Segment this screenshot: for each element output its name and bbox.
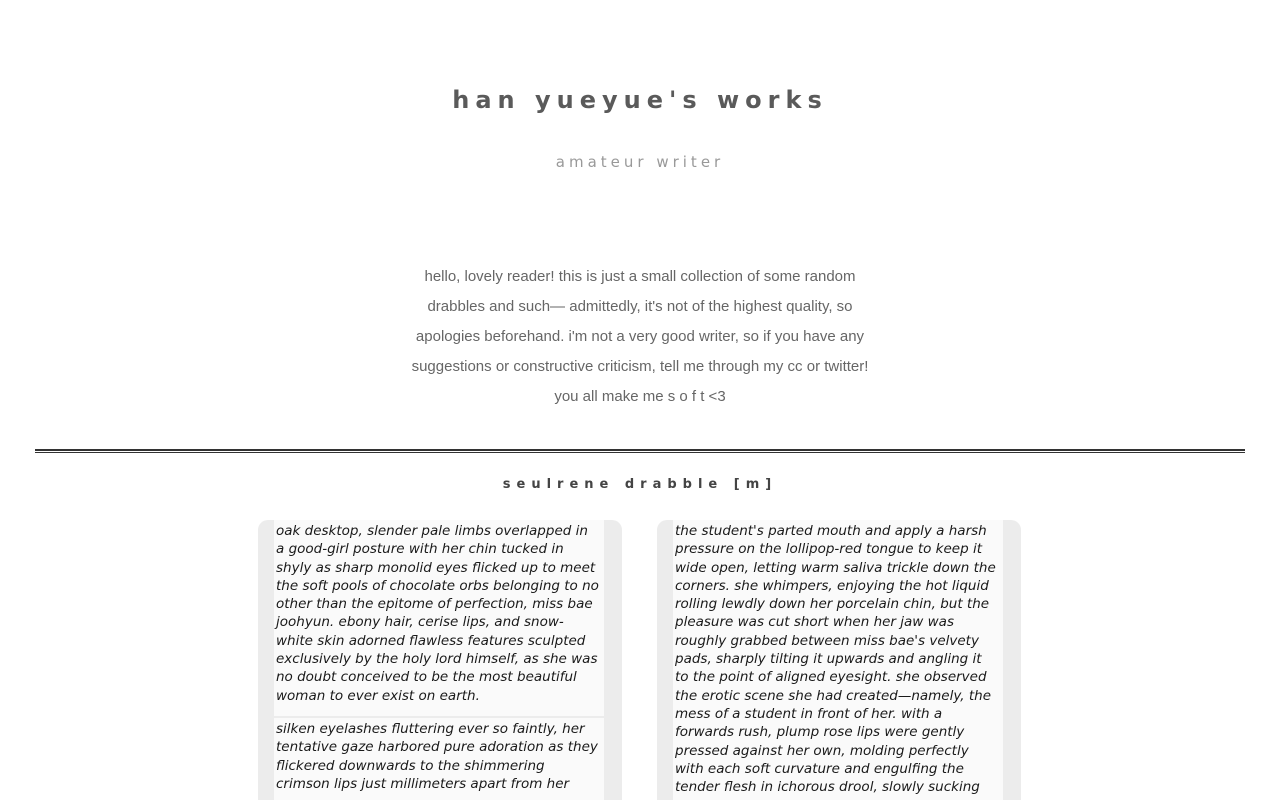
text-block <box>274 520 604 716</box>
intro-line: suggestions or constructive criticism, tell me through my cc or twitter! <box>411 358 869 375</box>
text-line: roughly grabbed between miss bae's velvety <box>675 632 979 649</box>
text-lines <box>274 520 604 705</box>
text-line: with each soft curvature and engulfing the <box>675 760 964 777</box>
text-line: silken eyelashes fluttering ever so faintly, her <box>276 721 585 737</box>
section-divider <box>35 449 1245 453</box>
text-line: a good-girl posture with her chin tucked in <box>276 541 564 558</box>
text-line: white skin adorned flawless features sculpted <box>276 632 586 649</box>
text-line: the student's parted mouth and apply a harsh <box>675 523 987 539</box>
text-line: pads, sharply tilting it upwards and angling it <box>675 651 982 668</box>
intro-line: hello, lovely reader! this is just a small collection of some random <box>424 268 856 285</box>
site-subtitle: amateur writer <box>555 153 725 171</box>
text-line: flickered downwards to the shimmering <box>276 757 545 774</box>
intro-line: drabbles and such— admittedly, it's not of the highest quality, so <box>427 298 853 315</box>
post-title[interactable]: seulrene drabble [m] <box>502 477 778 492</box>
drabble-image-right <box>657 520 1021 800</box>
text-block <box>673 520 1003 800</box>
text-line: pleasure was cut short when her jaw was <box>675 614 954 631</box>
text-lines <box>673 520 1003 796</box>
text-lines <box>274 718 604 793</box>
text-line: pressure on the lollipop-red tongue to keep it <box>675 541 983 558</box>
text-line: tender flesh in ichorous drool, slowly sucking <box>675 779 980 796</box>
drabble-image-left <box>258 520 622 800</box>
intro-line: you all make me s o f t <3 <box>554 388 726 405</box>
text-line: to the point of aligned eyesight. she observed <box>675 669 987 686</box>
text-line: joohyun. ebony hair, cerise lips, and snow- <box>276 614 564 631</box>
text-line: pressed against her own, molding perfectly <box>675 742 969 759</box>
text-line: the soft pools of chocolate orbs belonging to no <box>276 577 599 594</box>
text-line: woman to ever exist on earth. <box>276 687 480 704</box>
text-block <box>274 718 604 800</box>
intro-text <box>360 262 920 412</box>
text-line: crimson lips just millimeters apart from her <box>276 775 570 792</box>
text-line: exclusively by the holy lord himself, as she was <box>276 651 598 668</box>
text-line: other than the epitome of perfection, miss bae <box>276 596 593 613</box>
text-line: no doubt conceived to be the most beautiful <box>276 669 577 686</box>
text-line: rolling lewdly down her porcelain chin, but the <box>675 596 990 613</box>
text-line: tentative gaze harbored pure adoration as they <box>276 739 598 756</box>
text-line: shyly as sharp monolid eyes flicked up to meet <box>276 559 596 576</box>
text-line: wide open, letting warm saliva trickle down the <box>675 559 996 576</box>
text-line: oak desktop, slender pale limbs overlapped in <box>276 523 588 539</box>
site-title: han yueyue's works <box>452 86 828 114</box>
text-line: forwards rush, plump rose lips were gently <box>675 724 965 741</box>
intro-line: apologies beforehand. i'm not a very good writer, so if you have any <box>415 328 865 345</box>
text-line: the erotic scene she had created—namely, the <box>675 687 992 704</box>
text-line: corners. she whimpers, enjoying the hot liquid <box>675 577 989 594</box>
text-line: mess of a student in front of her. with a <box>675 705 943 722</box>
